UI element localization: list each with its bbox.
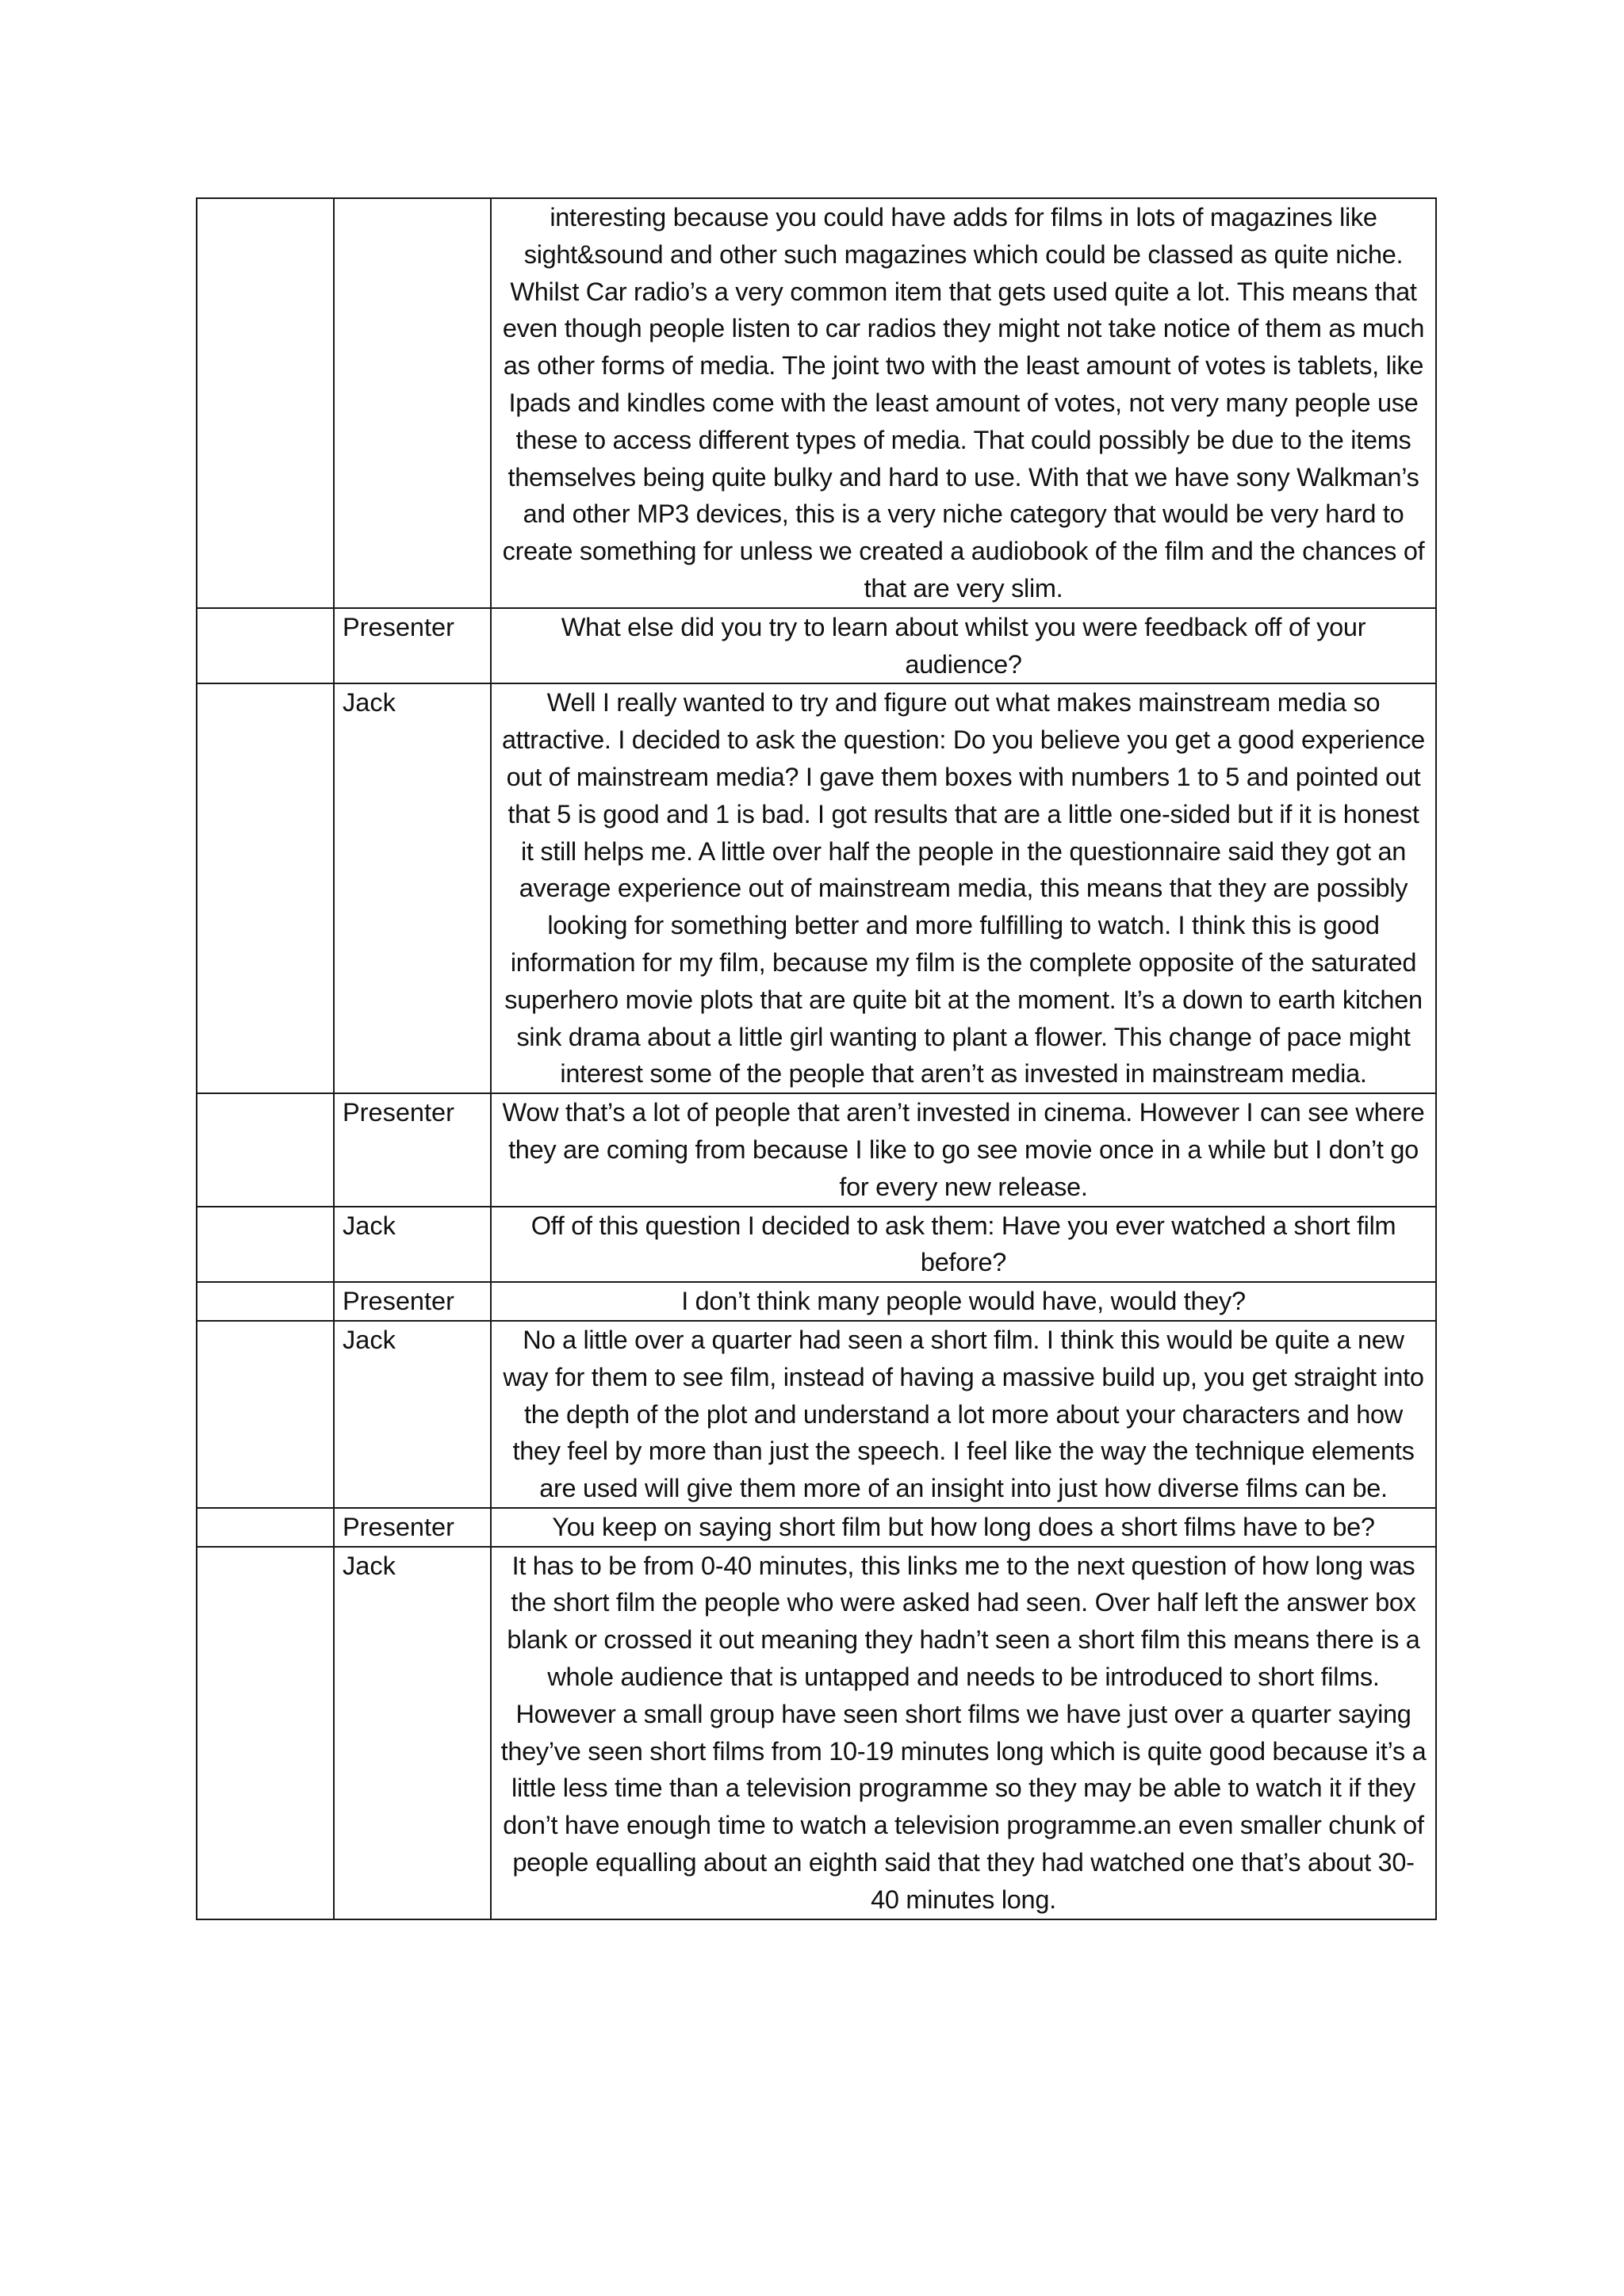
speaker-cell: Presenter xyxy=(334,1282,491,1321)
speaker-cell: Jack xyxy=(334,1547,491,1919)
transcript-row xyxy=(197,1207,1436,1283)
transcript-row xyxy=(197,1282,1436,1321)
blank-cell xyxy=(197,1547,334,1919)
transcript-row xyxy=(197,1093,1436,1206)
speaker-cell: Jack xyxy=(334,1207,491,1283)
speaker-cell: Jack xyxy=(334,1321,491,1508)
speaker-cell: Presenter xyxy=(334,1093,491,1206)
transcript-row xyxy=(197,1547,1436,1919)
blank-cell xyxy=(197,1093,334,1206)
dialogue-cell: You keep on saying short film but how long does a short films have to be? xyxy=(491,1508,1436,1547)
blank-cell xyxy=(197,198,334,608)
dialogue-cell: interesting because you could have adds for films in lots of magazines like sight&sound and other such magazines which could be classed as quite niche. Whilst Car radio’s a very common item that gets used quite a lot. This means that even though people listen to car radios they might not take notice of them as much as other forms of media. The joint two with the least amount of votes is tablets, like Ipads and kindles come with the least amount of votes, not very many people use these to access different types of media. That could possibly be due to the items themselves being quite bulky and hard to use. With that we have sony Walkman’s and other MP3 devices, this is a very niche category that would be very hard to create something for unless we created a audiobook of the film and the chances of that are very slim. xyxy=(491,198,1436,608)
blank-cell xyxy=(197,608,334,684)
speaker-cell: Jack xyxy=(334,683,491,1093)
transcript-row xyxy=(197,1321,1436,1508)
blank-cell xyxy=(197,1282,334,1321)
blank-cell xyxy=(197,1321,334,1508)
dialogue-cell: Off of this question I decided to ask them: Have you ever watched a short film before? xyxy=(491,1207,1436,1283)
speaker-cell xyxy=(334,198,491,608)
transcript-row xyxy=(197,1508,1436,1547)
dialogue-cell: It has to be from 0-40 minutes, this links me to the next question of how long was the short film the people who were asked had seen. Over half left the answer box blank or crossed it out meaning they hadn’t seen a short film this means there is a whole audience that is untapped and needs to be introduced to short films. However a small group have seen short films we have just over a quarter saying they’ve seen short films from 10-19 minutes long which is quite good because it’s a little less time than a television programme so they may be able to watch it if they don’t have enough time to watch a television programme.an even smaller chunk of people equalling about an eighth said that they had watched one that’s about 30-40 minutes long. xyxy=(491,1547,1436,1919)
dialogue-cell: Wow that’s a lot of people that aren’t invested in cinema. However I can see where they are coming from because I like to go see movie once in a while but I don’t go for every new release. xyxy=(491,1093,1436,1206)
transcript-row xyxy=(197,683,1436,1093)
dialogue-cell: Well I really wanted to try and figure out what makes mainstream media so attractive. I decided to ask the question: Do you believe you get a good experience out of mainstream media? I gave them boxes with numbers 1 to 5 and pointed out that 5 is good and 1 is bad. I got results that are a little one-sided but if it is honest it still helps me. A little over half the people in the questionnaire said they got an average experience out of mainstream media, this means that they are possibly looking for something better and more fulfilling to watch. I think this is good information for my film, because my film is the complete opposite of the saturated superhero movie plots that are quite bit at the moment. It’s a down to earth kitchen sink drama about a little girl wanting to plant a flower. This change of pace might interest some of the people that aren’t as invested in mainstream media. xyxy=(491,683,1436,1093)
transcript-row xyxy=(197,608,1436,684)
blank-cell xyxy=(197,683,334,1093)
dialogue-cell: No a little over a quarter had seen a short film. I think this would be quite a new way for them to see film, instead of having a massive build up, you get straight into the depth of the plot and understand a lot more about your characters and how they feel by more than just the speech. I feel like the way the technique elements are used will give them more of an insight into just how diverse films can be. xyxy=(491,1321,1436,1508)
dialogue-cell: What else did you try to learn about whilst you were feedback off of your audience? xyxy=(491,608,1436,684)
speaker-cell: Presenter xyxy=(334,1508,491,1547)
dialogue-cell: I don’t think many people would have, would they? xyxy=(491,1282,1436,1321)
speaker-cell: Presenter xyxy=(334,608,491,684)
blank-cell xyxy=(197,1508,334,1547)
transcript-row xyxy=(197,198,1436,608)
blank-cell xyxy=(197,1207,334,1283)
interview-transcript-table xyxy=(196,197,1437,1920)
